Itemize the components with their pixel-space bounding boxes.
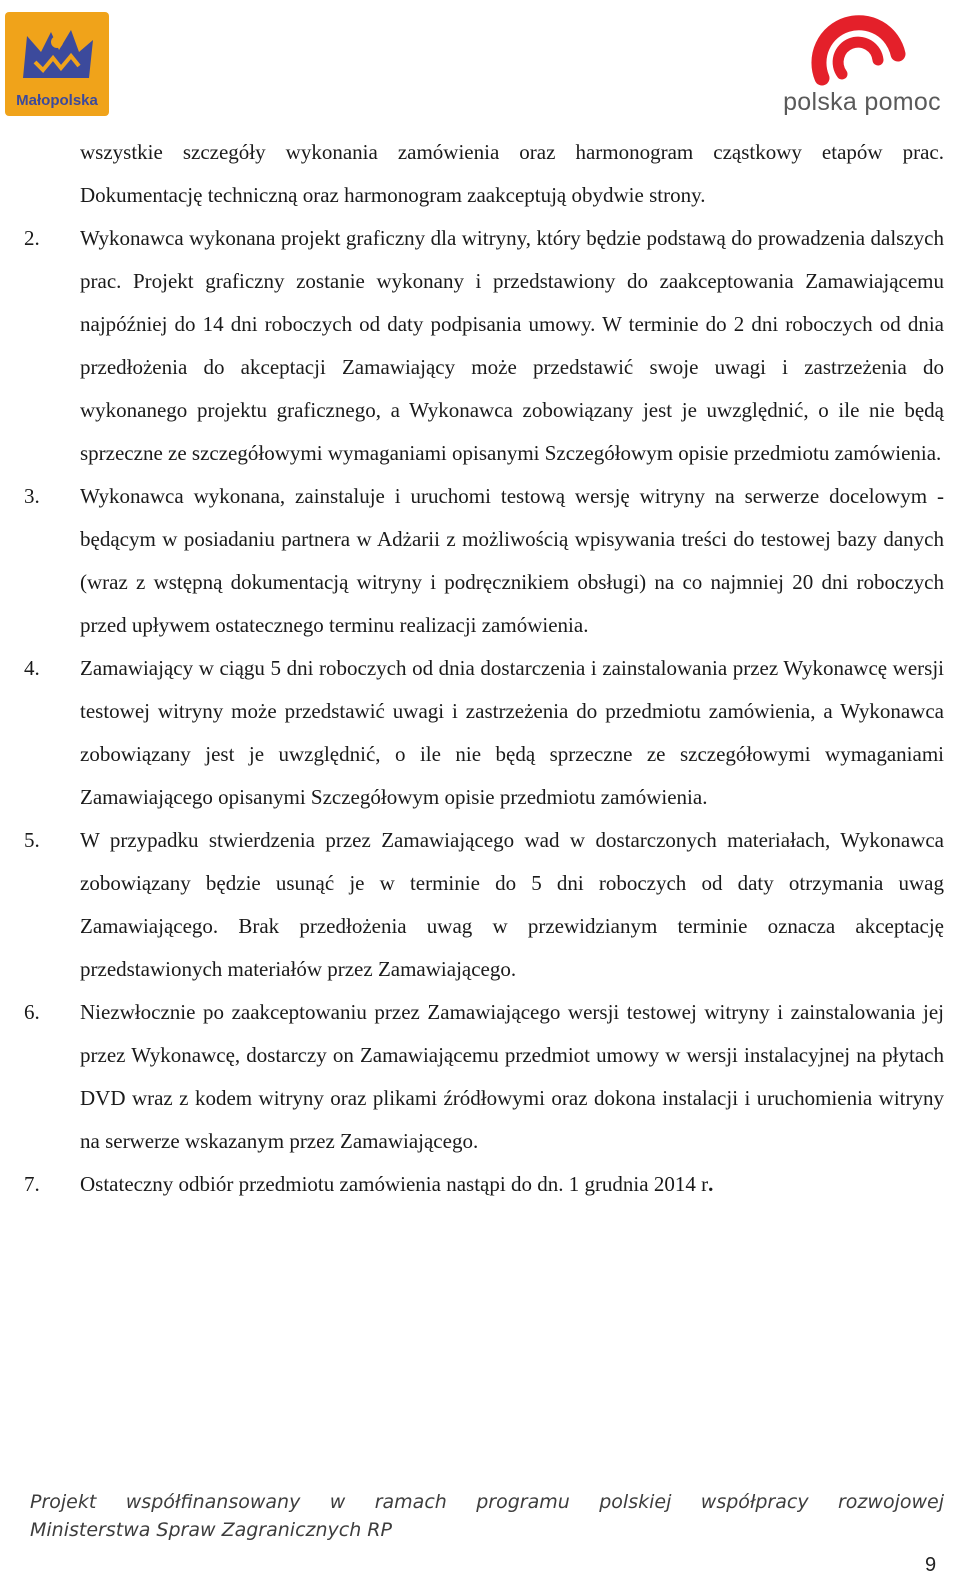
malopolska-logo-text: Małopolska xyxy=(16,92,98,109)
list-item-number: 7. xyxy=(24,1172,40,1196)
final-period: . xyxy=(708,1172,714,1196)
list-item xyxy=(0,475,960,647)
list-item-text: Ostateczny odbiór przedmiotu zamówienia nastąpi do dn. 1 grudnia 2014 r xyxy=(80,1172,709,1196)
footer-word: w xyxy=(329,1491,346,1513)
footer-word: programu xyxy=(476,1491,570,1513)
footer-word: rozwojowej xyxy=(838,1491,944,1513)
page-number: 9 xyxy=(925,1554,937,1576)
list-item xyxy=(0,217,960,475)
list-item xyxy=(0,991,960,1163)
list-item-number: 4. xyxy=(24,656,40,680)
footer-line-2: Ministerstwa Spraw Zagranicznych RP xyxy=(30,1519,392,1541)
list-item xyxy=(0,819,960,991)
footer-word: polskiej xyxy=(599,1491,672,1513)
paragraph-text: wszystkie szczegóły wykonania zamówienia oraz harmonogram cząstkowy etapów prac. Dokumentację techniczną oraz harmonogram zaakceptują obydwie strony. xyxy=(80,140,944,207)
footer-line-1 xyxy=(30,1488,944,1516)
polska-pomoc-text: polska pomoc xyxy=(783,88,941,116)
list-item-text: Niezwłocznie po zaakceptowaniu przez Zamawiającego wersji testowej witryny i zainstalowania jej przez Wykonawcę, dostarczy on Zamawiającemu przedmiot umowy w wersji instalacyjnej na płytach DVD wraz z kodem witryny oraz plikami źródłowymi oraz dokona instalacji i uruchomienia witryny na serwerze wskazanym przez Zamawiającego. xyxy=(80,1000,944,1153)
footer-word: Projekt xyxy=(30,1491,97,1513)
malopolska-logo xyxy=(5,12,109,116)
footer-word: ramach xyxy=(374,1491,447,1513)
footer xyxy=(30,1488,944,1544)
list-item xyxy=(0,647,960,819)
list-item-text: W przypadku stwierdzenia przez Zamawiającego wad w dostarczonych materiałach, Wykonawca zobowiązany będzie usunąć je w terminie do 5 dni roboczych od daty otrzymania uwag Zamawiającego. Brak przedłożenia uwag w przewidzianym terminie oznacza akceptację przedstawionych materiałów przez Zamawiającego. xyxy=(80,828,944,981)
list-item-number: 5. xyxy=(24,828,40,852)
polska-pomoc-arc-icon xyxy=(782,4,942,88)
list-item-text: Wykonawca wykonana projekt graficzny dla witryny, który będzie podstawą do prowadzenia dalszych prac. Projekt graficzny zostanie wykonany i przedstawiony do zaakceptowania Zamawiającemu najpóźniej do 14 dni roboczych od daty podpisania umowy. W terminie do 2 dni roboczych od dnia przedłożenia do akceptacji Zamawiający może przedstawić swoje uwagi i zastrzeżenia do wykonanego projektu graficznego, a Wykonawca zobowiązany jest je uwzględnić, o ile nie będą sprzeczne ze szczegółowymi wymaganiami opisanymi Szczegółowym opisie przedmiotu zamówienia. xyxy=(80,226,944,465)
document-body xyxy=(0,131,960,1206)
list-item-text: Wykonawca wykonana, zainstaluje i uruchomi testową wersję witryny na serwerze docelowym - będącym w posiadaniu partnera w Adżarii z możliwością wpisywania treści do testowej bazy danych (wraz z wstępną dokumentacją witryny i podręcznikiem obsługi) na co najmniej 20 dni roboczych przed upływem ostatecznego terminu realizacji zamówienia. xyxy=(80,484,944,637)
list-item-number: 2. xyxy=(24,226,40,250)
footer-word: współfinansowany xyxy=(125,1491,301,1513)
list-item-text: Zamawiający w ciągu 5 dni roboczych od dnia dostarczenia i zainstalowania przez Wykonawcę wersji testowej witryny może przedstawić uwagi i zastrzeżenia do przedmiotu zamówienia, a Wykonawca zobowiązany jest je uwzględnić, o ile nie będą sprzeczne ze szczegółowymi wymaganiami Zamawiającego opisanymi Szczegółowym opisie przedmiotu zamówienia. xyxy=(80,656,944,809)
polska-pomoc-logo xyxy=(782,4,942,118)
list-item xyxy=(0,1163,960,1206)
list-item-number: 6. xyxy=(24,1000,40,1024)
footer-word: współpracy xyxy=(700,1491,809,1513)
continuation-paragraph xyxy=(0,131,960,217)
list-item-number: 3. xyxy=(24,484,40,508)
